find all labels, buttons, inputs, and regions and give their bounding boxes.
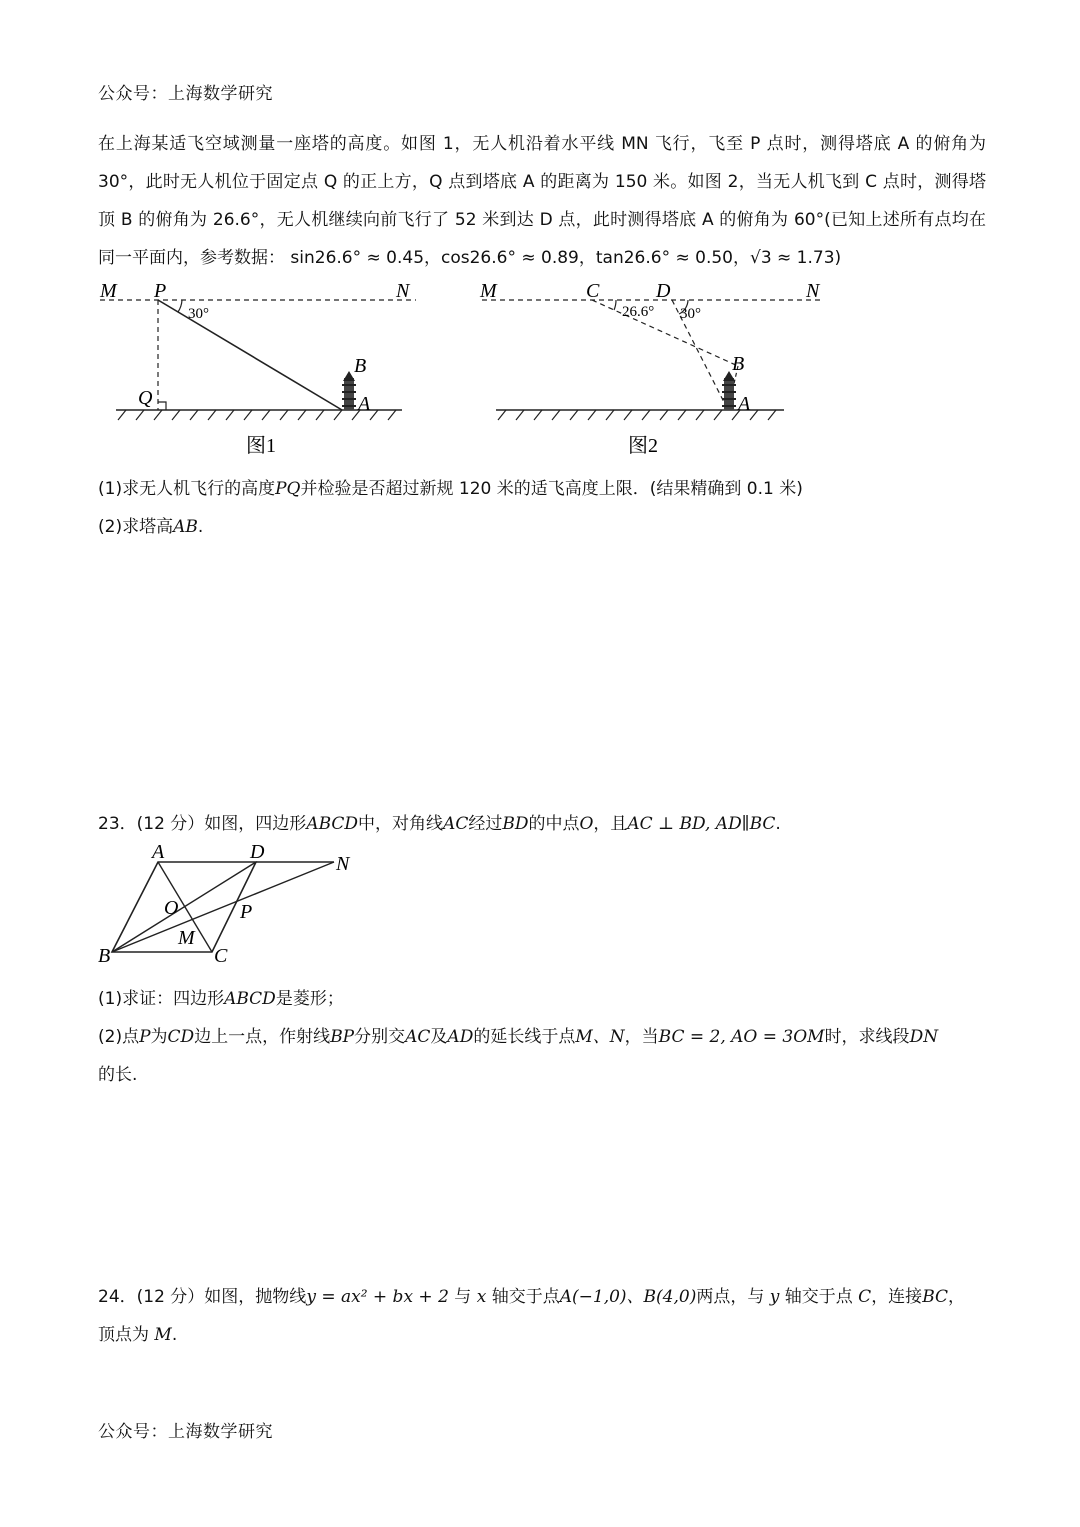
label-n: N [396,280,410,302]
page-header: 公众号：上海数学研究 [98,84,273,104]
q23-part-1: (1)求证：四边形ABCD是菱形； [98,989,344,1009]
q22-part-2: (2)求塔高AB. [98,517,204,537]
q23-part-2: (2)点P为CD边上一点，作射线BP分别交AC及AD的延长线于点M、N，当BC = 2, AO = 3OM时，求线段DN [98,1027,939,1047]
label-m: M [100,280,117,302]
q22-intro: 在上海某适飞空域测量一座塔的高度。如图 1，无人机沿着水平线 MN 飞行，飞至 P 点时，测得塔底 A 的俯角为 30°，此时无人机位于固定点 Q 的正上方，Q 点到塔底 A 的距离为 150 米。如图 2，当无人机飞到 C 点时，测得塔顶 B 的俯角为 26.6°，无人机继续向前飞行了 52 米到达 D 点，此时测得塔底 A 的俯角为 60°(已知上述所有点均在同一平面内，参考数据： sin26.6° ≈ 0.45，cos26.6° ≈ 0.89，tan26.6° ≈ 0.50，√3 ≈ 1.73) [98,134,986,268]
right-angle-mark [158,402,166,410]
label-a: A [358,393,371,415]
label-n: N [806,280,820,302]
q22-figure-1 [96,278,416,460]
figure-2-caption: 图2 [628,435,658,457]
pagoda-icon [722,371,736,410]
label-c: C [214,945,228,967]
label-q: Q [138,387,153,409]
label-a: A [738,393,751,415]
ground-hatch [498,410,776,420]
q24-stem-cont: 顶点为 M. [98,1325,178,1345]
label-angle-30: 30° [188,306,209,322]
label-angle-30: 30° [680,306,701,322]
label-d: D [250,842,265,863]
page-footer: 公众号：上海数学研究 [98,1422,273,1442]
label-n: N [336,853,350,875]
q22-figure-2 [476,278,824,460]
label-o: O [164,897,179,919]
angle-arc [178,300,182,312]
label-p: P [154,280,167,302]
ray-bn [112,862,334,952]
angle-arc-c [614,300,616,310]
line-pa [158,300,342,410]
label-b: B [732,353,745,375]
label-p: P [240,901,253,923]
label-angle-26-6: 26.6° [622,304,655,320]
q22-part-1: (1)求无人机飞行的高度PQ并检验是否超过新规 120 米的适飞高度上限．(结果精确到 0.1 米) [98,479,803,499]
figure-1-caption: 图1 [246,435,276,457]
label-c: C [586,280,600,302]
label-d: D [656,280,671,302]
ground-hatch [118,410,396,420]
label-b: B [98,945,111,967]
q23-figure [94,842,364,968]
label-a: A [152,842,165,863]
label-b: B [354,355,367,377]
q23-stem: 23．(12 分）如图，四边形ABCD中，对角线AC经过BD的中点O，且AC ⊥ BD, AD∥BC. [98,814,781,834]
label-m: M [178,927,195,949]
q24-stem: 24．(12 分）如图，抛物线y = ax² + bx + 2 与 x 轴交于点A(−1,0)、B(4,0)两点，与 y 轴交于点 C，连接BC， [98,1287,966,1307]
label-m: M [480,280,497,302]
q23-part-2-cont: 的长. [98,1065,138,1085]
